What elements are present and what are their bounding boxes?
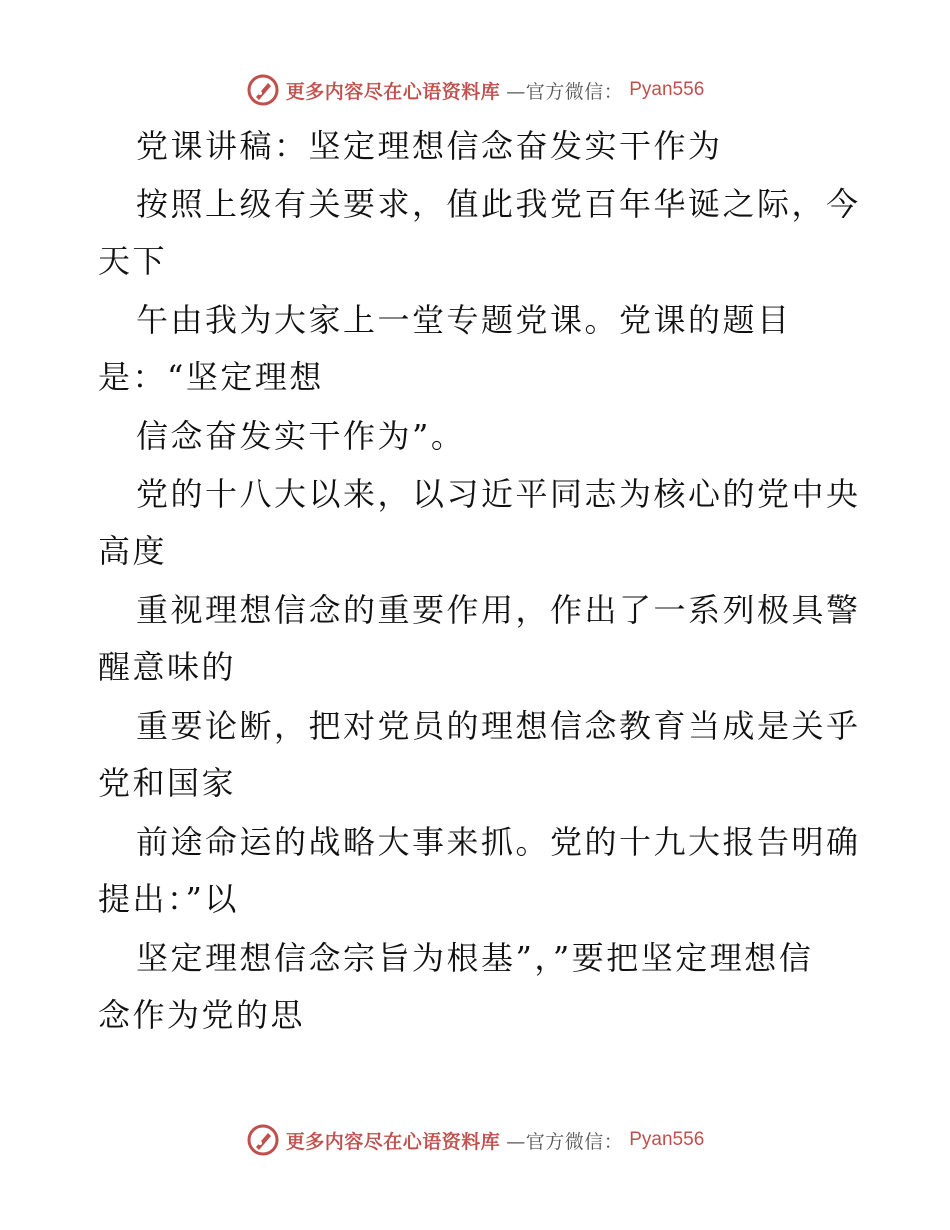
paragraph-line: 醒意味的 bbox=[98, 648, 237, 686]
document-title: 党课讲稿：坚定理想信念奋发实干作为 bbox=[136, 127, 723, 165]
paragraph-line: 高度 bbox=[98, 532, 168, 570]
paragraph-line: 按照上级有关要求，值此我党百年华诞之际，今 bbox=[136, 185, 861, 223]
paragraph-line: 信念奋发实干作为”。 bbox=[136, 417, 466, 455]
paragraph-line: 念作为党的思 bbox=[98, 996, 306, 1034]
banner-wechat-id: Pyan556 bbox=[629, 79, 705, 100]
banner-official-label: —官方微信： bbox=[506, 80, 624, 103]
paragraph-line: 是：“坚定理想 bbox=[98, 358, 324, 396]
banner-promo-text: 更多内容尽在心语资料库 bbox=[285, 80, 501, 103]
banner-official-label: —官方微信： bbox=[506, 1130, 624, 1153]
pen-nib-circle-icon bbox=[246, 1123, 280, 1157]
paragraph-line: 午由我为大家上一堂专题党课。党课的题目 bbox=[136, 301, 792, 339]
paragraph-line: 党的十八大以来，以习近平同志为核心的党中央 bbox=[136, 475, 861, 513]
paragraph-line: 前途命运的战略大事来抓。党的十九大报告明确 bbox=[136, 823, 861, 861]
paragraph-line: 重视理想信念的重要作用，作出了一系列极具警 bbox=[136, 591, 861, 629]
paragraph-line: 提出：”以 bbox=[98, 880, 239, 918]
paragraph-line: 天下 bbox=[98, 242, 168, 280]
paragraph-line: 党和国家 bbox=[98, 764, 237, 802]
paragraph-line: 坚定理想信念宗旨为根基”，”要把坚定理想信 bbox=[136, 939, 814, 977]
banner-promo-text: 更多内容尽在心语资料库 bbox=[285, 1130, 501, 1153]
footer-banner bbox=[0, 1120, 950, 1160]
paragraph-line: 重要论断，把对党员的理想信念教育当成是关乎 bbox=[136, 707, 861, 745]
banner-wechat-id: Pyan556 bbox=[629, 1129, 705, 1150]
